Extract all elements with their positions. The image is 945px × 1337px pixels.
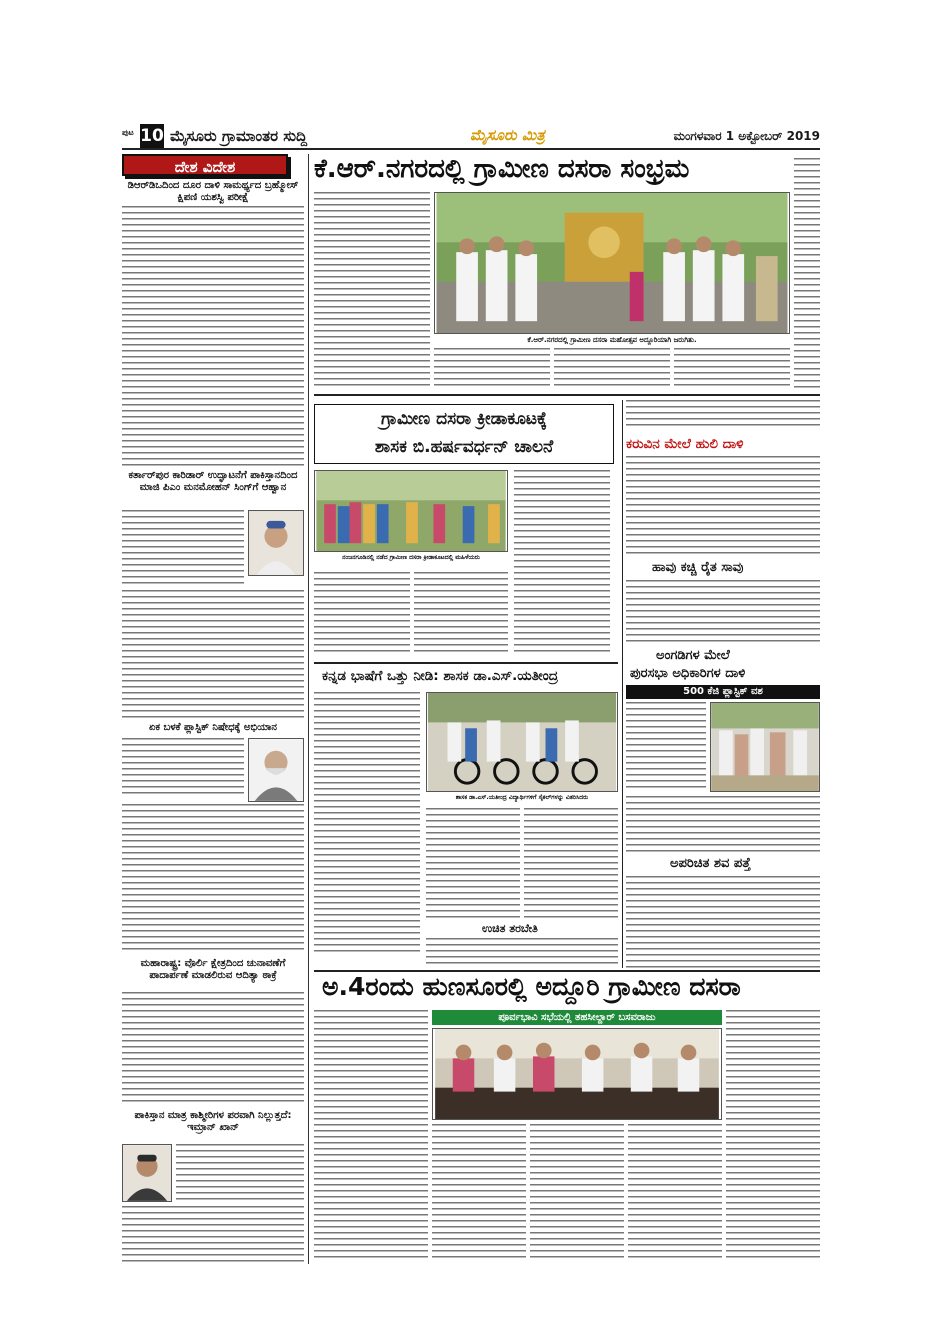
aaditya-article [122,992,304,1106]
tiger-article [626,456,820,556]
training-headline: ಉಚಿತ ತರಬೇತಿ [482,922,538,935]
page-number: 10 [140,126,164,146]
issue-date: ಮಂಗಳವಾರ 1 ಅಕ್ಟೋಬರ್ 2019 [673,129,820,143]
kartarpur-article [122,590,304,718]
raid-headline-1: ಅಂಗಡಿಗಳ ಮೇಲೆ [656,648,730,663]
unknown-body-headline: ಅಪರಿಚಿತ ಶವ ಪತ್ತೆ [670,856,751,871]
brahmos-headline: ಡಿಆರ್‌ಡಿಒದಿಂದ ದೂರ ದಾಳಿ ಸಾಮರ್ಥ್ಯದ ಬ್ರಹ್ಮೋಸ್ ಕ್ಷಿಪಣಿ ಯಶಸ್ವಿ ಪರೀಕ್ಷೆ [127,180,299,203]
imran-article-top [176,1144,304,1202]
raid-article [626,796,820,852]
section-tag: ದೇಶ ವಿದೇಶ [122,154,288,176]
brahmos-article [122,206,304,466]
hunsur-article-c3 [530,1124,624,1260]
imran-article [122,1206,304,1264]
left-column [122,154,304,1264]
dasara-procession-photo [434,192,790,334]
unknown-body-article [626,876,820,968]
section-title: ಮೈಸೂರು ಗ್ರಾಮಾಂತರ ಸುದ್ದಿ [170,127,308,145]
photo2-caption: ನಂಜನಗೂಡಿನಲ್ಲಿ ನಡೆದ ಗ್ರಾಮೀಣ ದಸರಾ ಕ್ರೀಡಾಕೂಟದಲ್ಲಿ ಮಹಿಳೆಯರು [342,554,480,561]
raid-article-top [626,702,706,792]
sports-headline-line1: ಗ್ರಾಮೀಣ ದಸರಾ ಕ್ರೀಡಾಕೂಟಕ್ಕೆ [381,409,547,429]
dasara-article-c2 [554,348,670,390]
dasara-article-c1 [434,348,550,390]
sports-photo [314,470,508,552]
right-divider [622,400,623,968]
raid-photo [710,702,820,792]
divider-2 [314,662,618,664]
plastic-seized-bar: 500 ಕೆಜಿ ಪ್ಲಾಸ್ಟಿಕ್ ವಶ [626,685,820,699]
dasara-continued [626,400,820,430]
kannada-headline: ಕನ್ನಡ ಭಾಷೆಗೆ ಒತ್ತು ನೀಡಿ: ಶಾಸಕ ಡಾ.ಎಸ್.ಯತೀಂದ್ರ [322,668,559,684]
plastic-headline: ಏಕ ಬಳಕೆ ಪ್ಲಾಸ್ಟಿಕ್ ನಿಷೇಧಕ್ಕೆ ಅಭಿಯಾನ [149,722,277,733]
kartarpur-headline: ಕರ್ತಾರ್‌ಪುರ ಕಾರಿಡಾರ್ ಉದ್ಘಾಟನೆಗೆ ಪಾಕಿಸ್ತಾನದಿಂದ ಮಾಜಿ ಪಿಎಂ ಮನಮೋಹನ್ ಸಿಂಗ್‌ಗೆ ಆಹ್ವಾನ [128,470,298,493]
sports-article-c2 [414,572,508,656]
hunsur-article-c4 [628,1124,722,1260]
sports-article-c3 [514,470,610,656]
hunsur-article-c2 [432,1124,526,1260]
sports-headline-box [314,404,614,464]
tiger-attack-headline: ಕರುವಿನ ಮೇಲೆ ಹುಲಿ ದಾಳಿ [626,436,744,452]
hunsur-article-c1 [314,1010,428,1260]
kannada-article-c3 [524,808,618,918]
hunsur-article-c5 [726,1010,820,1260]
manmohan-photo [248,510,304,576]
page-header [122,124,820,150]
plastic-article-top [122,738,244,798]
snakebite-headline: ಹಾವು ಕಚ್ಚಿ ರೈತ ಸಾವು [652,560,744,575]
cycle-distribution-photo [426,692,618,792]
sports-headline-line2: ಶಾಸಕ ಬಿ.ಹರ್ಷವರ್ಧನ್ ಚಾಲನೆ [374,437,554,457]
column-divider [308,154,309,1264]
kannada-article-c2 [426,808,520,918]
photo1-caption: ಕೆ.ಆರ್.ನಗರದಲ್ಲಿ ಗ್ರಾಮೀಣ ದಸರಾ ಮಹೋತ್ಸವ ಅದ್ದೂರಿಯಾಗಿ ಜರುಗಿತು. [527,336,697,344]
page-label: ಪುಟ [122,128,134,137]
modi-photo [248,738,304,802]
kannada-article-c1 [314,692,420,952]
dasara-article-right [794,158,820,390]
imran-headline: ಪಾಕಿಸ್ತಾನ ಮಾತ್ರ ಕಾಶ್ಮೀರಿಗಳ ಪರವಾಗಿ ನಿಲ್ಲುತ್ತದೆ: ಇಮ್ರಾನ್ ಖಾನ್ [134,1110,292,1133]
plastic-article [122,804,304,954]
dasara-article-c3 [674,348,790,390]
meeting-subhead-bar: ಪೂರ್ವಭಾವಿ ಸಭೆಯಲ್ಲಿ ತಹಸೀಲ್ದಾರ್ ಬಸವರಾಜು [432,1010,722,1025]
main-headline: ಕೆ.ಆರ್.ನಗರದಲ್ಲಿ ಗ್ರಾಮೀಣ ದಸರಾ ಸಂಭ್ರಮ [314,154,690,184]
dasara-article-left [314,192,430,388]
aaditya-headline: ಮಹಾರಾಷ್ಟ್ರ: ವೊರ್ಲಿ ಕ್ಷೇತ್ರದಿಂದ ಚುನಾವಣೆಗೆ ಪಾದಾರ್ಪಣೆ ಮಾಡಲಿರುವ ಆದಿತ್ಯಾ ಠಾಕ್ರೆ [140,958,286,981]
kartarpur-article-top [122,510,244,586]
paper-name: ಮೈಸೂರು ಮಿತ್ರ [470,126,545,144]
divider-1 [314,394,820,396]
raid-headline-2: ಪುರಸಭಾ ಅಧಿಕಾರಿಗಳ ದಾಳಿ [630,666,746,681]
meeting-photo [432,1028,722,1120]
snakebite-article [626,580,820,644]
bottom-headline: ಅ.4ರಂದು ಹುಣಸೂರಲ್ಲಿ ಅದ್ದೂರಿ ಗ್ರಾಮೀಣ ದಸರಾ [322,972,741,1001]
newspaper-page [122,124,820,1264]
imran-photo [122,1144,172,1202]
training-article [426,938,618,964]
photo3-caption: ಶಾಸಕ ಡಾ.ಎಸ್.ಯತೀಂದ್ರ ವಿದ್ಯಾರ್ಥಿಗಳಿಗೆ ಸೈಕಲ್‌ಗಳನ್ನು ವಿತರಿಸಿದರು [455,794,589,801]
sports-article-c1 [314,572,410,656]
